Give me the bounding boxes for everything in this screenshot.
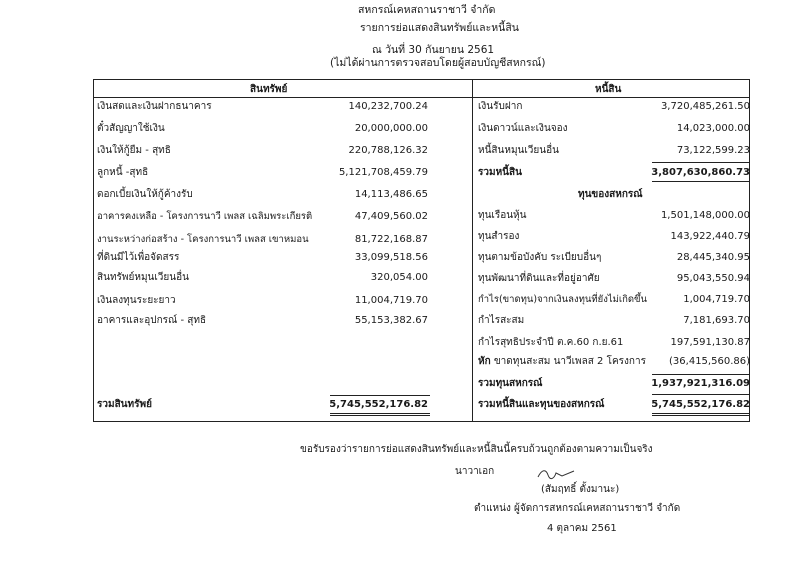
assets-total-label: รวมสินทรัพย์	[97, 399, 152, 410]
sign-date: 4 ตุลาคม 2561	[547, 523, 617, 534]
assets-total-double-rule-2	[330, 415, 430, 416]
equity-value: 143,922,440.79	[670, 231, 750, 242]
liability-value: 14,023,000.00	[676, 123, 750, 134]
equity-value: 1,501,148,000.00	[660, 210, 750, 221]
column-divider	[472, 79, 473, 422]
equity-value: 197,591,130.87	[670, 337, 750, 348]
equity-total-label: รวมทุนสหกรณ์	[478, 378, 543, 389]
asset-value: 20,000,000.00	[354, 123, 428, 134]
asset-label: ตั๋วสัญญาใช้เงิน	[97, 123, 165, 134]
asset-label: ดอกเบี้ยเงินให้กู้ค้างรับ	[97, 189, 193, 200]
liabilities-total-value: 3,807,630,860.73	[651, 167, 750, 178]
equity-label: ทุนพัฒนาที่ดินและที่อยู่อาศัย	[478, 273, 600, 284]
asset-label: ลูกหนี้ -สุทธิ	[97, 167, 149, 178]
equity-total-value: 1,937,921,316.09	[651, 378, 750, 389]
grand-total-label: รวมหนี้สินและทุนของสหกรณ์	[478, 399, 605, 410]
signer-rank: นาวาเอก	[455, 466, 495, 477]
asset-value: 81,722,168.87	[354, 234, 428, 245]
org-name: สหกรณ์เคหสถานราชาวี จำกัด	[358, 4, 496, 16]
equity-deduction-row	[478, 356, 646, 368]
grand-total-double-rule-1	[652, 413, 750, 414]
equity-heading: ทุนของสหกรณ์	[578, 189, 643, 200]
assets-heading: สินทรัพย์	[250, 84, 288, 95]
liability-value: 3,720,485,261.50	[660, 101, 750, 112]
asset-label: สินทรัพย์หมุนเวียนอื่น	[97, 272, 189, 283]
liability-label: เงินดาวน์และเงินจอง	[478, 123, 568, 134]
asset-value: 11,004,719.70	[354, 295, 428, 306]
grand-total-value: 5,745,552,176.82	[651, 399, 750, 410]
liabilities-total-rule	[652, 162, 750, 163]
asset-value: 140,232,700.24	[348, 101, 428, 112]
equity-label: ทุนตามข้อบังคับ ระเบียบอื่นๆ	[478, 252, 602, 263]
equity-label: ทุนเรือนหุ้น	[478, 210, 527, 221]
grand-total-double-rule-2	[652, 415, 750, 416]
liabilities-total-double-rule	[652, 181, 750, 182]
liability-label: หนี้สินหมุนเวียนอื่น	[478, 145, 559, 156]
equity-value: 7,181,693.70	[683, 315, 750, 326]
equity-label: ทุนสำรอง	[478, 231, 520, 242]
equity-value: 95,043,550.94	[676, 273, 750, 284]
report-date: ณ วันที่ 30 กันยายน 2561	[372, 44, 495, 56]
deduct-value: (36,415,560.86)	[669, 356, 750, 367]
equity-value: 28,445,340.95	[676, 252, 750, 263]
deduct-prefix: หัก	[478, 356, 491, 367]
asset-label: อาคารและอุปกรณ์ - สุทธิ	[97, 315, 207, 326]
asset-label: ที่ดินมีไว้เพื่อจัดสรร	[97, 252, 180, 263]
asset-value: 5,121,708,459.79	[338, 167, 428, 178]
grand-total-rule	[652, 394, 750, 395]
assets-total-value: 5,745,552,176.82	[329, 399, 428, 410]
liability-label: เงินรับฝาก	[478, 101, 523, 112]
assets-total-rule	[330, 395, 430, 396]
asset-value: 55,153,382.67	[354, 315, 428, 326]
header-divider	[93, 97, 750, 98]
asset-value: 320,054.00	[370, 272, 428, 283]
certification-text: ขอรับรองว่ารายการย่อแสดงสินทรัพย์และหนี้สินนี้ครบถ้วนถูกต้องตามความเป็นจริง	[300, 444, 653, 455]
asset-label: งานระหว่างก่อสร้าง - โครงการนาวี เพลส เขาหมอน	[97, 234, 309, 245]
deduct-label: ขาดทุนสะสม นาวีเพลส 2 โครงการ	[493, 356, 646, 367]
asset-label: เงินลงทุนระยะยาว	[97, 295, 176, 306]
equity-label: กำไรสุทธิประจำปี ต.ค.60 ก.ย.61	[478, 337, 624, 348]
equity-value: 1,004,719.70	[683, 294, 750, 305]
asset-value: 14,113,486.65	[354, 189, 428, 200]
equity-label: กำไรสะสม	[478, 315, 525, 326]
liabilities-heading: หนี้สิน	[595, 84, 622, 95]
liability-value: 73,122,599.23	[676, 145, 750, 156]
signer-name: (สัมฤทธิ์ ตั้งมานะ)	[541, 484, 620, 495]
asset-label: เงินให้กู้ยืม - สุทธิ	[97, 145, 171, 156]
asset-label: อาคารคงเหลือ - โครงการนาวี เพลส เฉลิมพระเกียรติ	[97, 211, 313, 222]
assets-total-double-rule-1	[330, 413, 430, 414]
equity-label: กำไร(ขาดทุน)จากเงินลงทุนที่ยังไม่เกิดขึ้น	[478, 294, 648, 305]
signer-position: ตำแหน่ง ผู้จัดการสหกรณ์เคหสถานราชาวี จำกัด	[474, 503, 681, 514]
equity-total-rule	[652, 374, 750, 375]
asset-value: 47,409,560.02	[354, 211, 428, 222]
signature-mark	[536, 467, 576, 481]
asset-value: 220,788,126.32	[348, 145, 428, 156]
asset-label: เงินสดและเงินฝากธนาคาร	[97, 101, 212, 112]
liabilities-total-label: รวมหนี้สิน	[478, 167, 522, 178]
report-title: รายการย่อแสดงสินทรัพย์และหนี้สิน	[360, 22, 519, 34]
asset-value: 33,099,518.56	[354, 252, 428, 263]
audit-note: (ไม่ได้ผ่านการตรวจสอบโดยผู้สอบบัญชีสหกรณ์)	[330, 57, 546, 69]
